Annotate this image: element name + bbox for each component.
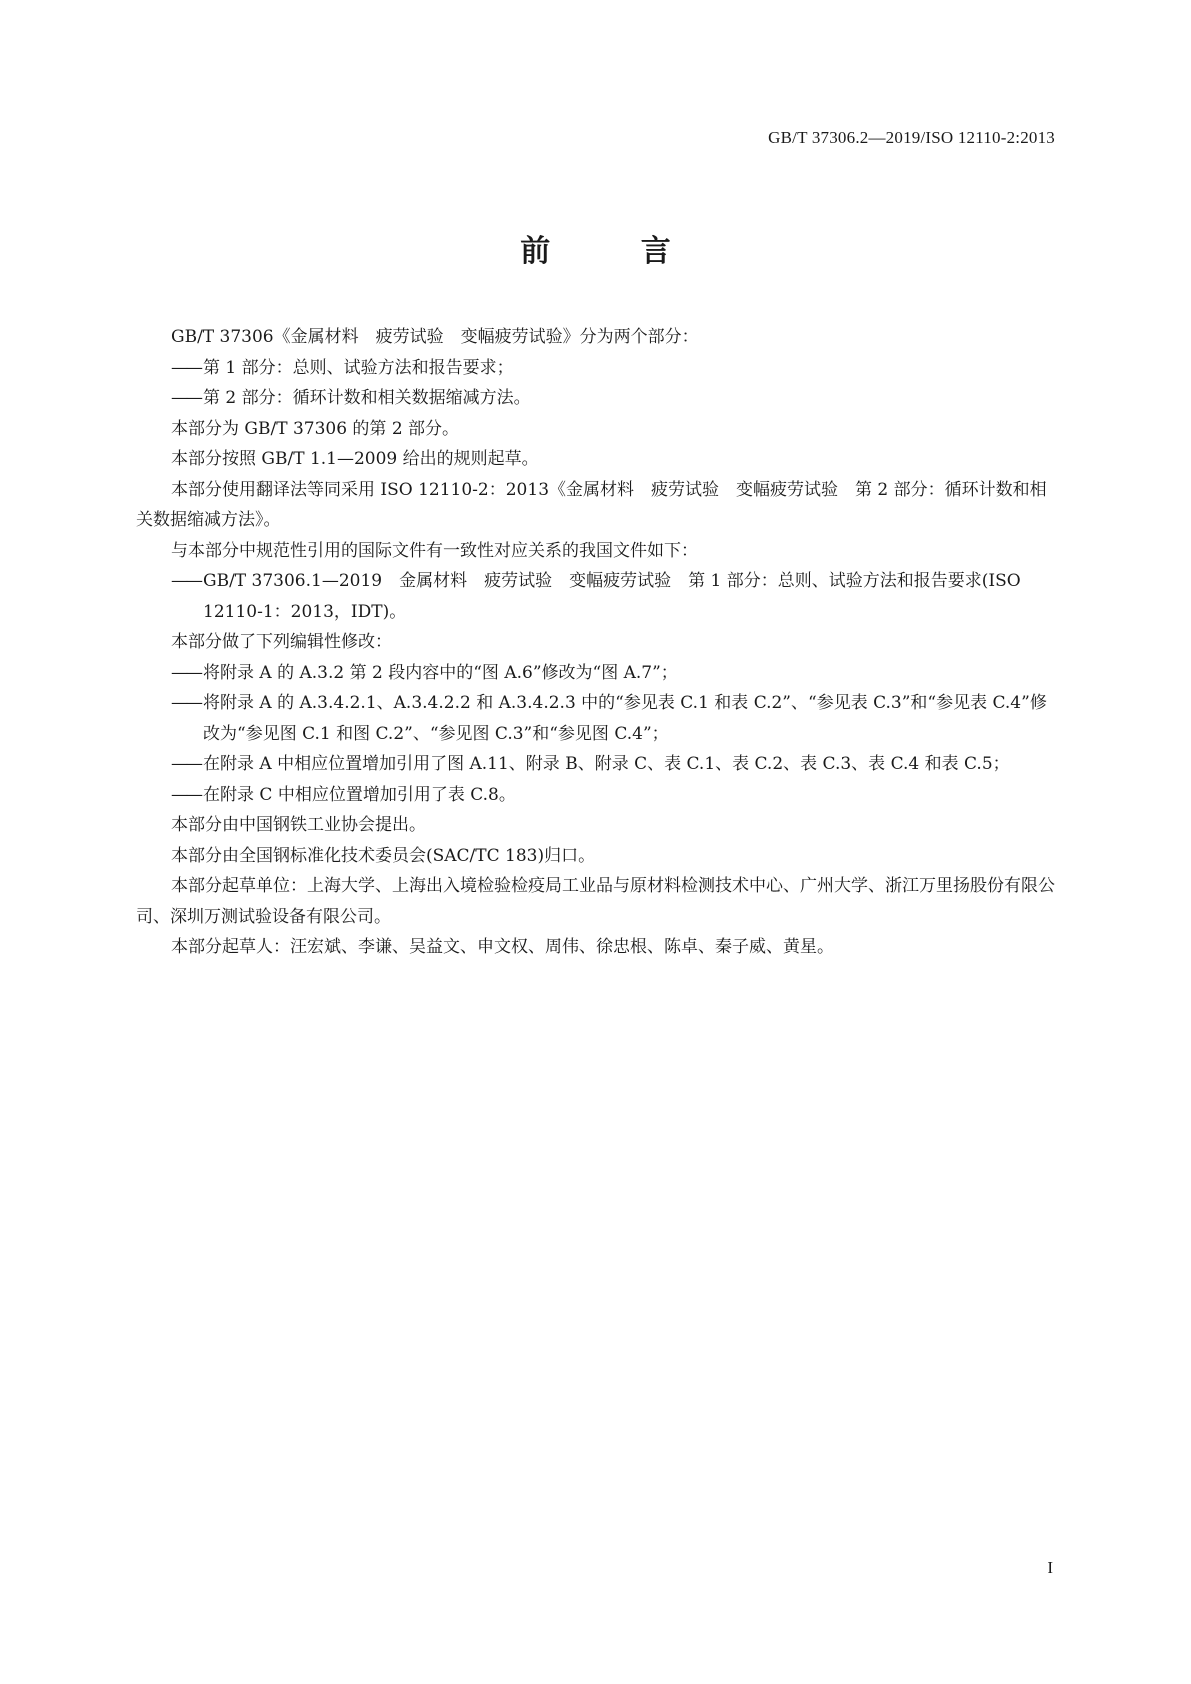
dash-item	[136, 688, 1058, 749]
dash-marker: ——	[171, 784, 201, 805]
paragraph: 本部分起草单位：上海大学、上海出入境检验检疫局工业品与原材料检测技术中心、广州大学、浙江万里扬股份有限公司、深圳万测试验设备有限公司。	[136, 876, 1055, 927]
dash-item	[136, 566, 1058, 627]
dash-item	[136, 749, 1058, 780]
dash-item-text: 在附录 A 中相应位置增加引用了图 A.11、附录 B、附录 C、表 C.1、表 C.2、表 C.3、表 C.4 和表 C.5；	[203, 754, 1010, 774]
dash-item	[136, 780, 1058, 811]
paragraph: 本部分使用翻译法等同采用 ISO 12110-2：2013《金属材料 疲劳试验 变幅疲劳试验 第 2 部分：循环计数和相关数据缩减方法》。	[136, 479, 1047, 530]
dash-marker: ——	[171, 571, 201, 591]
dash-marker: ——	[171, 662, 201, 683]
paragraph: 本部分由全国钢标准化技术委员会(SAC/TC 183)归口。	[171, 845, 596, 866]
page-title: 前 言	[520, 234, 711, 269]
dash-marker: ——	[171, 357, 201, 378]
dash-marker: ——	[171, 693, 201, 713]
paragraph: 本部分为 GB/T 37306 的第 2 部分。	[171, 418, 460, 439]
foreword-body	[136, 322, 1058, 963]
dash-marker: ——	[171, 388, 201, 408]
dash-item	[136, 658, 1058, 689]
dash-item-text: 将附录 A 的 A.3.2 第 2 段内容中的“图 A.6”修改为“图 A.7”；	[203, 662, 678, 683]
paragraph: 本部分做了下列编辑性修改：	[171, 632, 392, 652]
paragraph: 本部分按照 GB/T 1.1—2009 给出的规则起草。	[171, 449, 539, 469]
dash-item-text: 将附录 A 的 A.3.4.2.1、A.3.4.2.2 和 A.3.4.2.3 中的“参见表 C.1 和表 C.2”、“参见表 C.3”和“参见表 C.4”修改为“参见图 C.1 和图 C.2”、“参见图 C.3”和“参见图 C.4”；	[203, 693, 1047, 744]
dash-marker: ——	[171, 754, 201, 774]
paragraph: GB/T 37306《金属材料 疲劳试验 变幅疲劳试验》分为两个部分：	[171, 327, 699, 347]
standard-code: GB/T 37306.2—2019/ISO 12110-2:2013	[768, 128, 1055, 147]
paragraph: 本部分起草人：汪宏斌、李谦、吴益文、申文权、周伟、徐忠根、陈卓、秦子威、黄星。	[171, 937, 834, 957]
dash-item-text: GB/T 37306.1—2019 金属材料 疲劳试验 变幅疲劳试验 第 1 部分：总则、试验方法和报告要求(ISO 12110-1：2013，IDT)。	[203, 571, 1021, 622]
page-number: I	[1047, 1558, 1053, 1577]
dash-item-text: 在附录 C 中相应位置增加引用了表 C.8。	[203, 784, 516, 805]
paragraph: 与本部分中规范性引用的国际文件有一致性对应关系的我国文件如下：	[171, 540, 698, 561]
dash-item-text: 第 1 部分：总则、试验方法和报告要求；	[203, 357, 514, 378]
dash-item	[136, 353, 1058, 384]
dash-item	[136, 383, 1058, 414]
paragraph: 本部分由中国钢铁工业协会提出。	[171, 815, 426, 835]
dash-item-text: 第 2 部分：循环计数和相关数据缩减方法。	[203, 388, 531, 408]
